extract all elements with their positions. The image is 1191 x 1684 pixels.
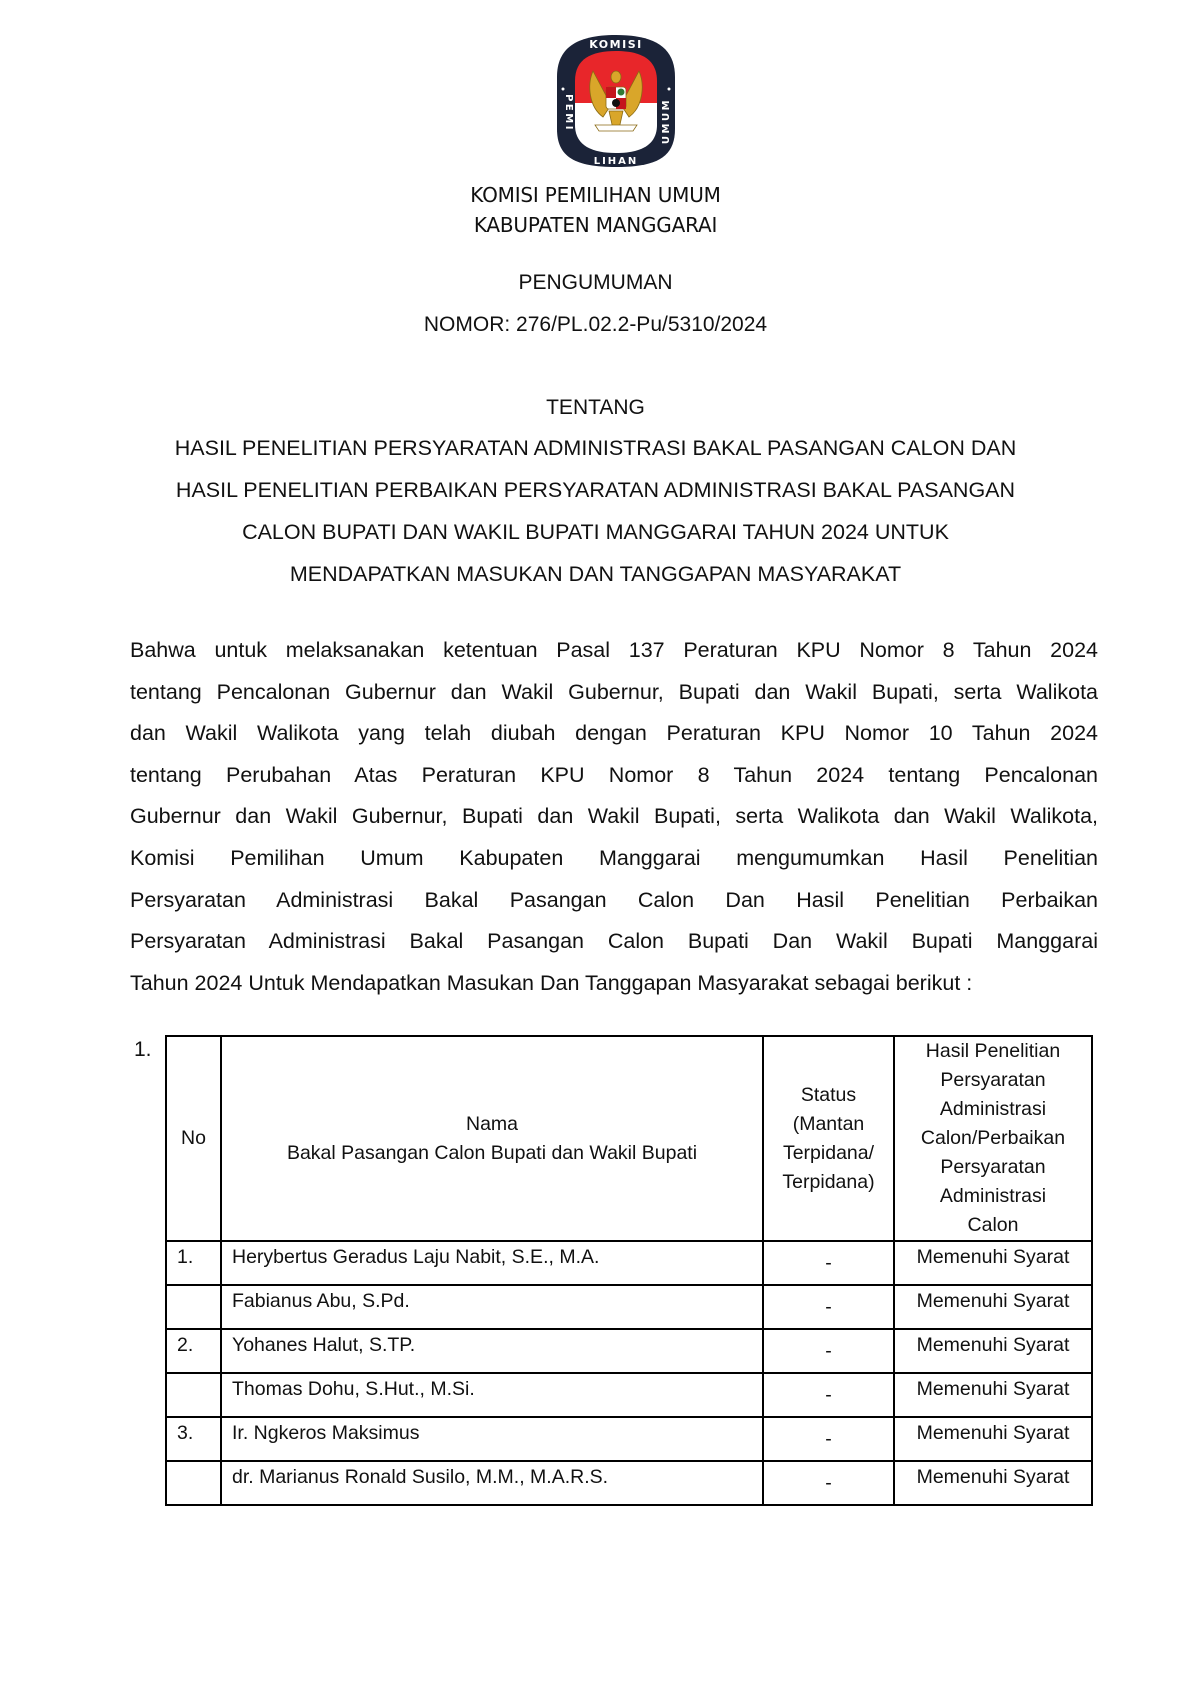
cell-no bbox=[166, 1461, 221, 1505]
list-number: 1. bbox=[134, 1038, 152, 1061]
candidates-table bbox=[165, 1035, 1093, 1506]
header-nama-line1: Nama bbox=[465, 1112, 519, 1135]
cell-no: 3. bbox=[166, 1417, 221, 1461]
logo-text-right: UMUM bbox=[661, 97, 672, 145]
cell-hasil: Memenuhi Syarat bbox=[894, 1461, 1092, 1505]
doc-number: NOMOR: 276/PL.02.2-Pu/5310/2024 bbox=[423, 313, 768, 336]
cell-nama: Herybertus Geradus Laju Nabit, S.E., M.A. bbox=[221, 1241, 763, 1285]
paragraph-line: Persyaratan Administrasi Bakal Pasangan Calon Dan Hasil Penelitian Perbaikan bbox=[130, 887, 1098, 912]
paragraph-line: Bahwa untuk melaksanakan ketentuan Pasal 137 Peraturan KPU Nomor 8 Tahun 2024 bbox=[130, 638, 1098, 662]
logo-text-bottom: LIHAN bbox=[593, 156, 639, 167]
cell-nama: Ir. Ngkeros Maksimus bbox=[221, 1417, 763, 1461]
header-hasil-line: Hasil Penelitian bbox=[925, 1040, 1061, 1062]
cell-nama: Yohanes Halut, S.TP. bbox=[221, 1329, 763, 1373]
logo-text-left: PEMI bbox=[563, 94, 574, 132]
body-paragraph bbox=[130, 630, 1098, 1004]
paragraph-line: tentang Pencalonan Gubernur dan Wakil Gubernur, Bupati dan Wakil Bupati, serta Walikota bbox=[130, 679, 1098, 704]
cell-no bbox=[166, 1373, 221, 1417]
header-status-line: Status bbox=[800, 1083, 857, 1106]
paragraph-line: Persyaratan Administrasi Bakal Pasangan Calon Bupati Dan Wakil Bupati Manggarai bbox=[130, 929, 1098, 954]
cell-nama: Thomas Dohu, S.Hut., M.Si. bbox=[221, 1373, 763, 1417]
header-status-line: Terpidana) bbox=[782, 1170, 875, 1193]
paragraph-line: Gubernur dan Wakil Gubernur, Bupati dan Wakil Bupati, serta Walikota dan Wakil Walikota, bbox=[130, 804, 1098, 829]
title-line: CALON BUPATI DAN WAKIL BUPATI MANGGARAI TAHUN 2024 UNTUK bbox=[242, 520, 949, 544]
cell-hasil: Memenuhi Syarat bbox=[894, 1241, 1092, 1285]
header-nama-line2: Bakal Pasangan Calon Bupati dan Wakil Bupati bbox=[286, 1141, 698, 1164]
cell-nama: Fabianus Abu, S.Pd. bbox=[221, 1285, 763, 1329]
cell-status: - bbox=[763, 1241, 894, 1285]
cell-no: 2. bbox=[166, 1329, 221, 1373]
table-row bbox=[166, 1461, 1092, 1505]
org-region: KABUPATEN MANGGARAI bbox=[473, 213, 718, 237]
paragraph-line: Komisi Pemilihan Umum Kabupaten Manggarai mengumumkan Hasil Penelitian bbox=[130, 845, 1098, 870]
title-line: MENDAPATKAN MASUKAN DAN TANGGAPAN MASYARAKAT bbox=[289, 562, 902, 586]
table-row bbox=[166, 1417, 1092, 1461]
header-hasil-line: Administrasi bbox=[939, 1098, 1047, 1120]
header-hasil-line: Administrasi bbox=[939, 1185, 1047, 1207]
table-row bbox=[166, 1329, 1092, 1373]
cell-hasil: Memenuhi Syarat bbox=[894, 1417, 1092, 1461]
header-status bbox=[763, 1036, 894, 1241]
cell-status: - bbox=[763, 1461, 894, 1505]
table-header-row bbox=[166, 1036, 1092, 1241]
cell-hasil: Memenuhi Syarat bbox=[894, 1329, 1092, 1373]
doc-type: PENGUMUMAN bbox=[518, 271, 673, 294]
header-hasil-line: Persyaratan bbox=[940, 1156, 1046, 1178]
cell-no bbox=[166, 1285, 221, 1329]
cell-status: - bbox=[763, 1373, 894, 1417]
cell-no: 1. bbox=[166, 1241, 221, 1285]
title-line: HASIL PENELITIAN PERSYARATAN ADMINISTRASI BAKAL PASANGAN CALON DAN bbox=[174, 436, 1017, 460]
header-nama bbox=[221, 1036, 763, 1241]
title-about: TENTANG bbox=[546, 396, 645, 419]
paragraph-line: dan Wakil Walikota yang telah diubah dengan Peraturan KPU Nomor 10 Tahun 2024 bbox=[130, 721, 1098, 746]
header-hasil-line: Calon/Perbaikan bbox=[920, 1127, 1066, 1149]
cell-status: - bbox=[763, 1329, 894, 1373]
cell-hasil: Memenuhi Syarat bbox=[894, 1285, 1092, 1329]
header-hasil-line: Calon bbox=[967, 1214, 1019, 1236]
paragraph-line: tentang Perubahan Atas Peraturan KPU Nomor 8 Tahun 2024 tentang Pencalonan bbox=[130, 762, 1098, 787]
org-name: KOMISI PEMILIHAN UMUM bbox=[470, 183, 721, 207]
table-row bbox=[166, 1241, 1092, 1285]
header-hasil-line: Persyaratan bbox=[940, 1069, 1046, 1091]
header-status-line: (Mantan bbox=[792, 1112, 865, 1135]
cell-hasil: Memenuhi Syarat bbox=[894, 1373, 1092, 1417]
table-row bbox=[166, 1373, 1092, 1417]
table-row bbox=[166, 1285, 1092, 1329]
logo-text-top: KOMISI bbox=[589, 38, 643, 51]
cell-status: - bbox=[763, 1285, 894, 1329]
kpu-logo bbox=[553, 33, 679, 169]
header-status-line: Terpidana/ bbox=[782, 1141, 875, 1164]
title-line: HASIL PENELITIAN PERBAIKAN PERSYARATAN ADMINISTRASI BAKAL PASANGAN bbox=[175, 478, 1016, 502]
header-no: No bbox=[166, 1036, 221, 1241]
header-hasil bbox=[894, 1036, 1092, 1241]
cell-status: - bbox=[763, 1417, 894, 1461]
title-block bbox=[0, 427, 1191, 595]
paragraph-line: Tahun 2024 Untuk Mendapatkan Masukan Dan Tanggapan Masyarakat sebagai berikut : bbox=[130, 970, 973, 995]
cell-nama: dr. Marianus Ronald Susilo, M.M., M.A.R.S. bbox=[221, 1461, 763, 1505]
